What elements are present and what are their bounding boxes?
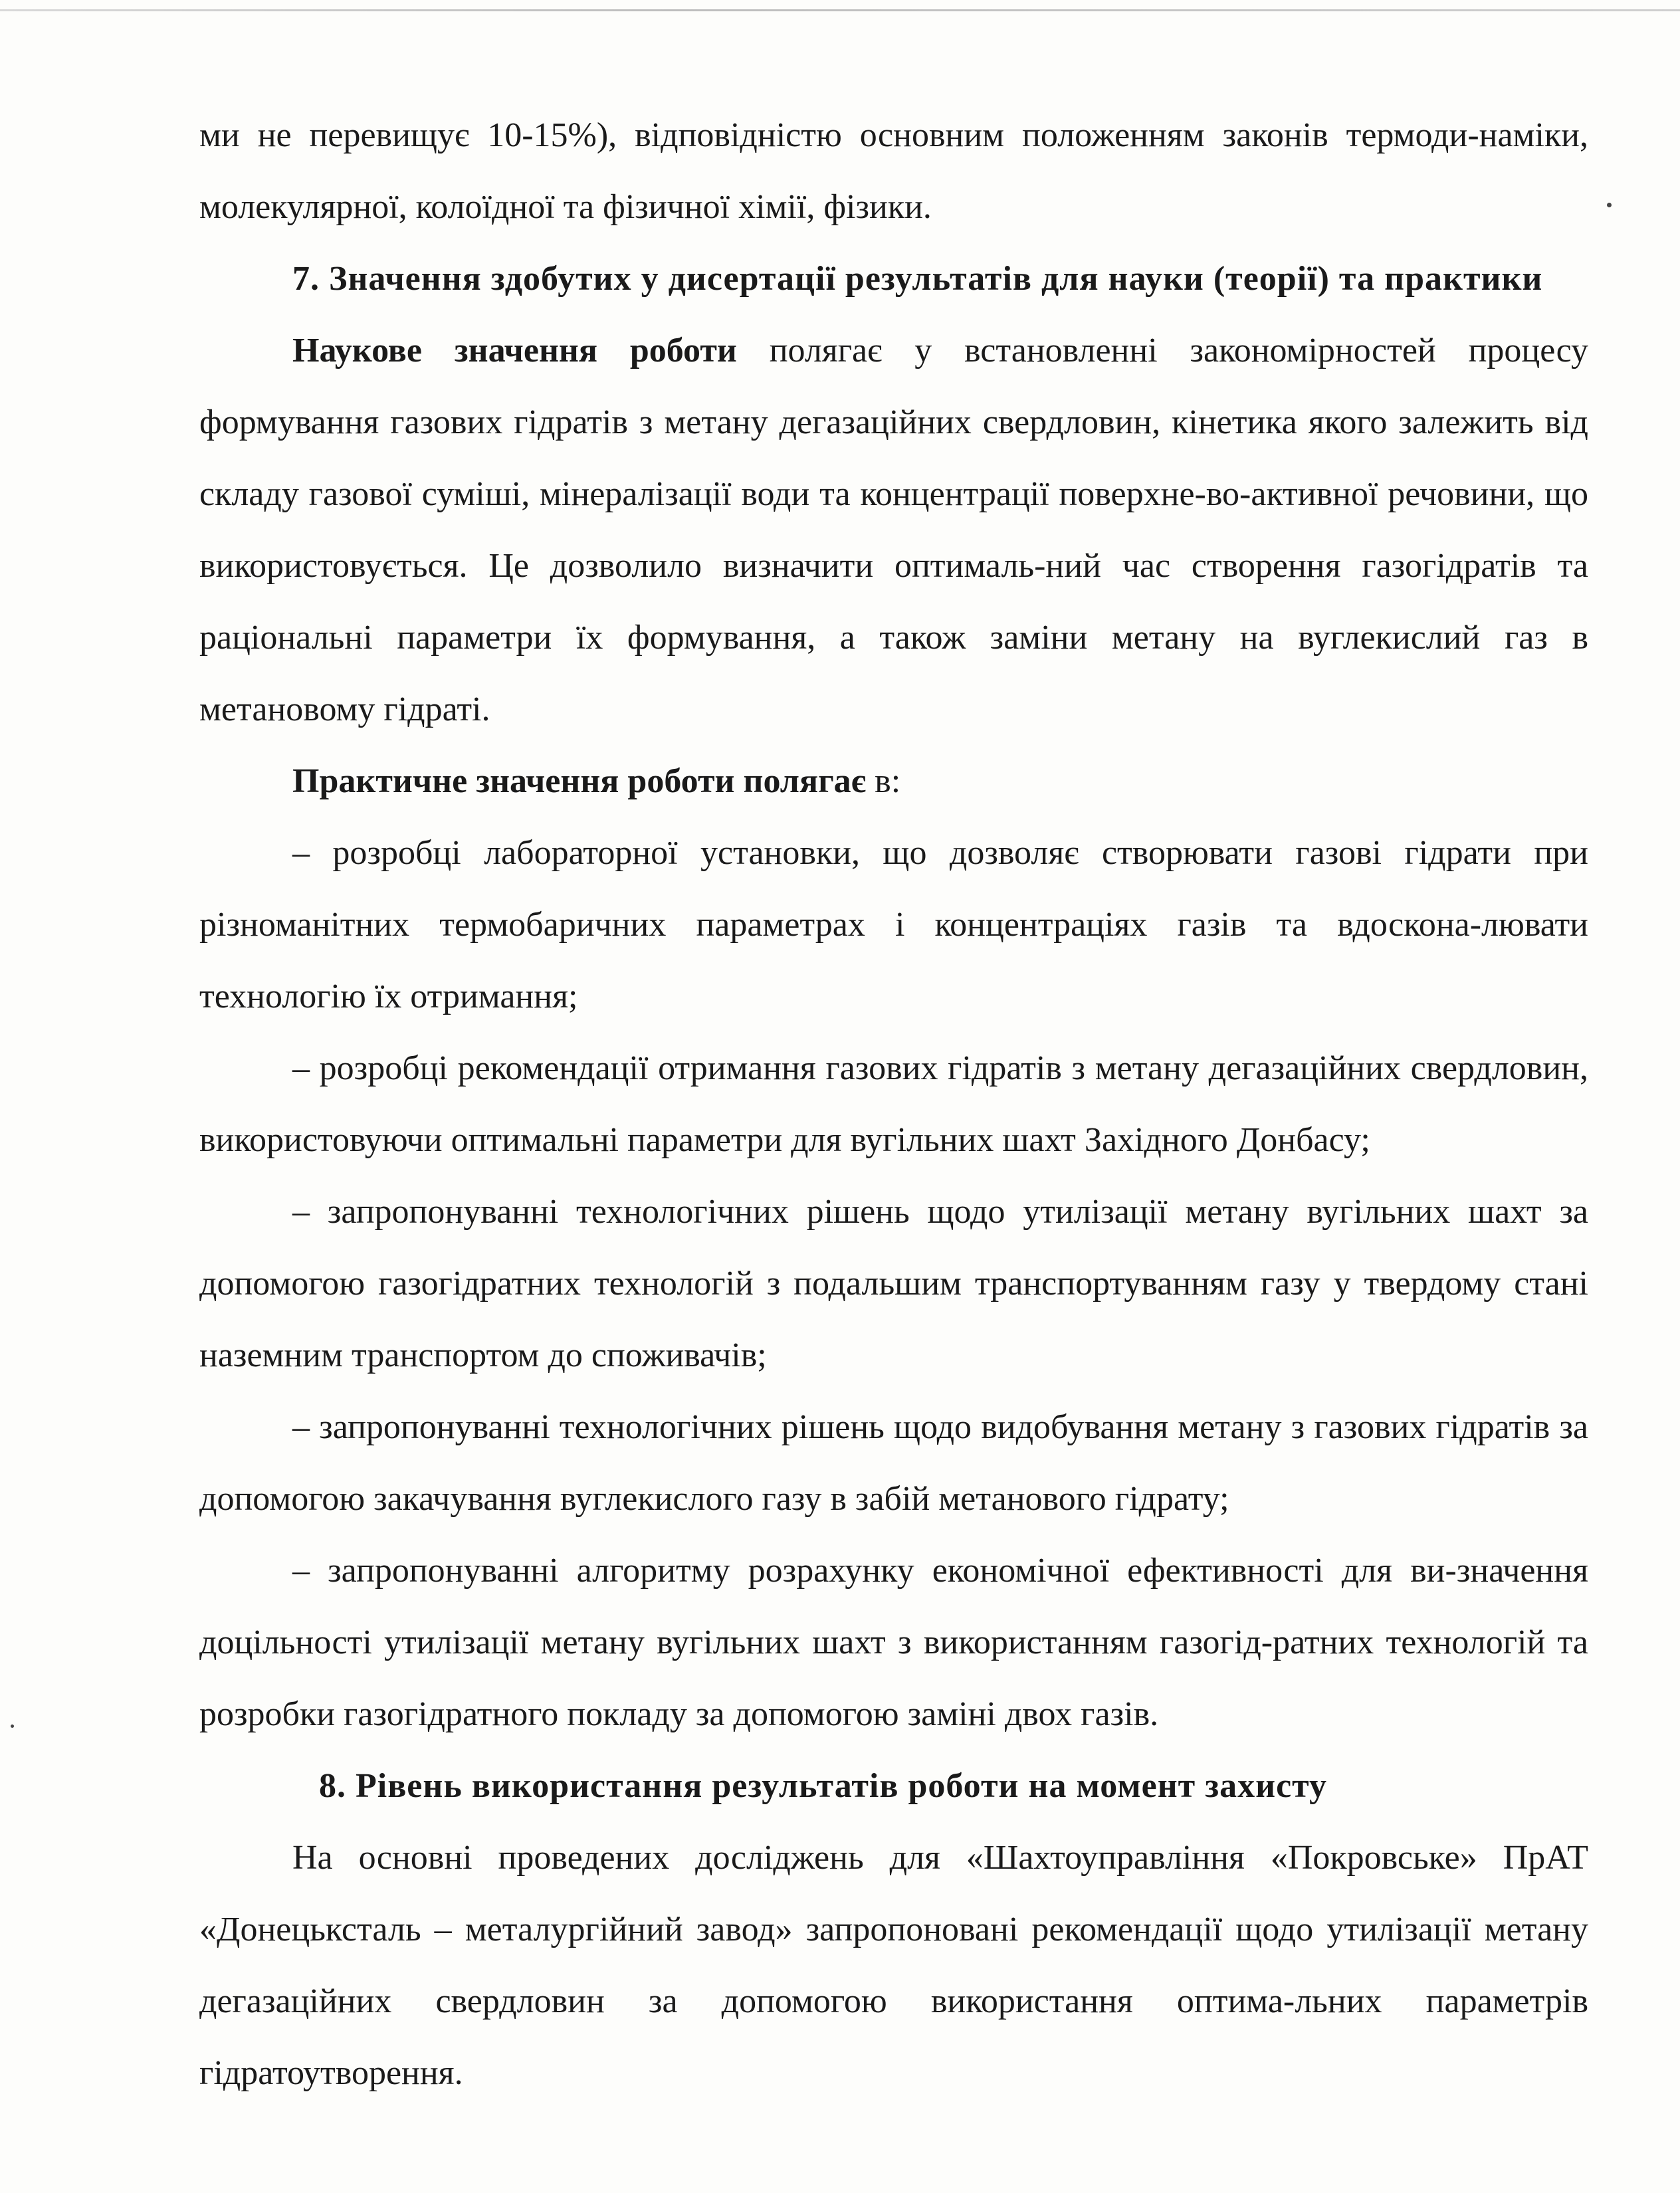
practical-significance-text: в: [866,762,901,800]
scientific-significance-text: полягає у встановленні закономірностей процесу формування газових гідратів з метану дегазаційних свердловин, кінетика якого залежить від складу газової суміші, мінералізації води та концентрації поверхне-во-активної речовини, що використовується. Це дозволило визначити оптималь-ний час створення газогідратів та раціональні параметри їх формування, а також заміни метану на вуглекислий газ в метановому гідраті. [199,332,1588,728]
section-heading-8: 8. Рівень використання результатів роботи на момент захисту [319,1767,1328,1805]
list-item: – запропонуванні технологічних рішень щодо утилізації метану вугільних шахт за допомогою газогідратних технологій з подальшим транспортуванням газу у твердому стані наземним транспортом до споживачів; [199,1193,1588,1374]
scan-speck [1607,203,1612,207]
list-item: – розробці рекомендації отримання газових гідратів з метану дегазаційних свердловин, використовуючи оптимальні параметри для вугільних шахт Західного Донбасу; [199,1049,1588,1159]
paragraph-implementation: На основні проведених досліджень для «Шахтоуправління «Покровське» ПрАТ «Донецьксталь – металургійний завод» запропоновані рекомендації щодо утилізації метану дегазаційних свердловин за допомогою використання оптима-льних параметрів гідратоутворення. [199,1839,1588,2092]
document-page [199,100,1588,2109]
paragraph-scientific-significance [199,315,1588,746]
list-item: – розробці лабораторної установки, що дозволяє створювати газові гідрати при різноманітних термобаричних параметрах і концентраціях газів та вдоскона-лювати технологію їх отримання; [199,834,1588,1015]
paragraph-continuation: ми не перевищує 10-15%), відповідністю основним положенням законів термоди-наміки, молекулярної, колоїдної та фізичної хімії, фізики. [199,116,1588,226]
list-item: – запропонуванні технологічних рішень щодо видобування метану з газових гідратів за допомогою закачування вуглекислого газу в забій метанового гідрату; [199,1408,1588,1518]
paragraph-practical-significance [199,746,1588,817]
scientific-significance-lead: Наукове значення роботи [292,332,737,369]
practical-significance-lead: Практичне значення роботи полягає [292,762,867,800]
list-item: – запропонуванні алгоритму розрахунку економічної ефективності для ви-значення доцільності утилізації метану вугільних шахт з використанням газогід-ратних технологій та розробки газогідратного покладу за допомогою заміні двох газів. [199,1552,1588,1733]
section-heading-7: 7. Значення здобутих у дисертації результатів для науки (теорії) та практики [292,260,1543,298]
scan-speck [11,1724,14,1728]
scan-edge-line [0,9,1680,11]
